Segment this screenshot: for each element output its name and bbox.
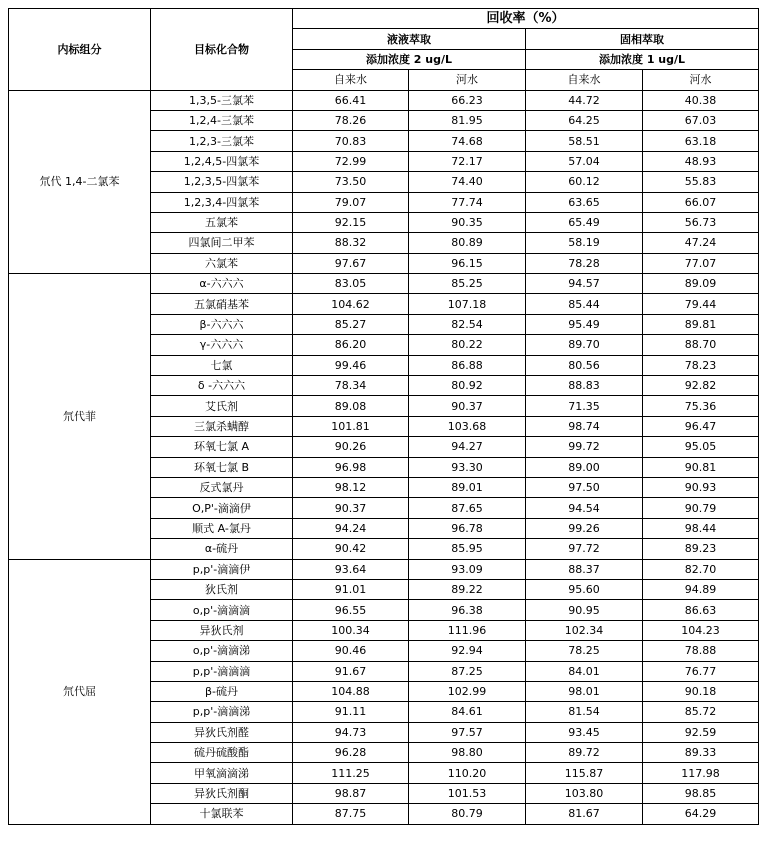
spe-tap-cell: 103.80	[526, 783, 643, 803]
lle-river-cell: 96.38	[409, 600, 526, 620]
spe-tap-cell: 78.25	[526, 641, 643, 661]
spe-river-cell: 66.07	[643, 192, 759, 212]
lle-river-cell: 80.89	[409, 233, 526, 253]
lle-river-cell: 74.40	[409, 172, 526, 192]
lle-river-cell: 77.74	[409, 192, 526, 212]
lle-tap-cell: 79.07	[293, 192, 409, 212]
internal-standard-cell: 氘代菲	[9, 274, 151, 559]
compound-cell: p,p'-滴滴滴	[151, 661, 293, 681]
spe-tap-cell: 71.35	[526, 396, 643, 416]
spe-river-cell: 55.83	[643, 172, 759, 192]
spe-tap-cell: 88.83	[526, 376, 643, 396]
spe-tap-cell: 94.57	[526, 274, 643, 294]
lle-river-cell: 86.88	[409, 355, 526, 375]
lle-river-cell: 97.57	[409, 722, 526, 742]
compound-cell: 十氯联苯	[151, 804, 293, 824]
compound-cell: δ -六六六	[151, 376, 293, 396]
spe-river-cell: 47.24	[643, 233, 759, 253]
header-spe: 固相萃取	[526, 29, 759, 49]
lle-river-cell: 80.22	[409, 335, 526, 355]
spe-tap-cell: 81.54	[526, 702, 643, 722]
lle-tap-cell: 93.64	[293, 559, 409, 579]
lle-river-cell: 102.99	[409, 681, 526, 701]
lle-tap-cell: 83.05	[293, 274, 409, 294]
spe-tap-cell: 99.26	[526, 518, 643, 538]
lle-tap-cell: 89.08	[293, 396, 409, 416]
compound-cell: 反式氯丹	[151, 477, 293, 497]
lle-tap-cell: 88.32	[293, 233, 409, 253]
table-row	[9, 274, 759, 294]
header-lle-tap-water: 自来水	[293, 70, 409, 90]
lle-river-cell: 111.96	[409, 620, 526, 640]
lle-river-cell: 89.22	[409, 579, 526, 599]
spe-tap-cell: 90.95	[526, 600, 643, 620]
spe-tap-cell: 57.04	[526, 151, 643, 171]
lle-tap-cell: 99.46	[293, 355, 409, 375]
spe-tap-cell: 95.60	[526, 579, 643, 599]
compound-cell: 1,2,3-三氯苯	[151, 131, 293, 151]
compound-cell: 1,3,5-三氯苯	[151, 90, 293, 110]
lle-tap-cell: 97.67	[293, 253, 409, 273]
lle-tap-cell: 98.12	[293, 477, 409, 497]
spe-tap-cell: 98.01	[526, 681, 643, 701]
header-internal-standard: 内标组分	[9, 9, 151, 91]
spe-tap-cell: 93.45	[526, 722, 643, 742]
lle-tap-cell: 66.41	[293, 90, 409, 110]
compound-cell: β-硫丹	[151, 681, 293, 701]
spe-tap-cell: 85.44	[526, 294, 643, 314]
lle-tap-cell: 92.15	[293, 212, 409, 232]
lle-river-cell: 74.68	[409, 131, 526, 151]
lle-river-cell: 94.27	[409, 437, 526, 457]
lle-river-cell: 85.95	[409, 539, 526, 559]
compound-cell: 1,2,3,4-四氯苯	[151, 192, 293, 212]
spe-river-cell: 89.09	[643, 274, 759, 294]
spe-tap-cell: 97.72	[526, 539, 643, 559]
spe-river-cell: 78.23	[643, 355, 759, 375]
lle-river-cell: 96.15	[409, 253, 526, 273]
compound-cell: 艾氏剂	[151, 396, 293, 416]
spe-river-cell: 95.05	[643, 437, 759, 457]
header-lle-river-water: 河水	[409, 70, 526, 90]
lle-tap-cell: 96.98	[293, 457, 409, 477]
lle-tap-cell: 101.81	[293, 416, 409, 436]
lle-tap-cell: 94.24	[293, 518, 409, 538]
compound-cell: 四氯间二甲苯	[151, 233, 293, 253]
lle-river-cell: 87.65	[409, 498, 526, 518]
spe-tap-cell: 63.65	[526, 192, 643, 212]
lle-tap-cell: 96.55	[293, 600, 409, 620]
spe-river-cell: 117.98	[643, 763, 759, 783]
spe-river-cell: 63.18	[643, 131, 759, 151]
compound-cell: O,P'-滴滴伊	[151, 498, 293, 518]
spe-tap-cell: 81.67	[526, 804, 643, 824]
spe-river-cell: 76.77	[643, 661, 759, 681]
lle-river-cell: 110.20	[409, 763, 526, 783]
compound-cell: 1,2,4,5-四氯苯	[151, 151, 293, 171]
lle-tap-cell: 78.34	[293, 376, 409, 396]
spe-tap-cell: 65.49	[526, 212, 643, 232]
compound-cell: γ-六六六	[151, 335, 293, 355]
lle-river-cell: 101.53	[409, 783, 526, 803]
spe-river-cell: 90.18	[643, 681, 759, 701]
lle-tap-cell: 70.83	[293, 131, 409, 151]
lle-tap-cell: 98.87	[293, 783, 409, 803]
lle-river-cell: 89.01	[409, 477, 526, 497]
lle-river-cell: 85.25	[409, 274, 526, 294]
table-row	[9, 90, 759, 110]
compound-cell: 五氯硝基苯	[151, 294, 293, 314]
spe-river-cell: 92.59	[643, 722, 759, 742]
lle-tap-cell: 100.34	[293, 620, 409, 640]
spe-river-cell: 56.73	[643, 212, 759, 232]
spe-river-cell: 90.79	[643, 498, 759, 518]
lle-tap-cell: 94.73	[293, 722, 409, 742]
spe-river-cell: 67.03	[643, 110, 759, 130]
spe-river-cell: 48.93	[643, 151, 759, 171]
lle-tap-cell: 90.26	[293, 437, 409, 457]
spe-tap-cell: 97.50	[526, 477, 643, 497]
header-recovery: 回收率（%）	[293, 9, 759, 29]
table-body	[9, 90, 759, 824]
lle-river-cell: 103.68	[409, 416, 526, 436]
header-lle-concentration: 添加浓度 2 ug/L	[293, 49, 526, 69]
compound-cell: 三氯杀螨醇	[151, 416, 293, 436]
spe-tap-cell: 58.51	[526, 131, 643, 151]
spe-tap-cell: 78.28	[526, 253, 643, 273]
lle-river-cell: 98.80	[409, 743, 526, 763]
compound-cell: 甲氧滴滴涕	[151, 763, 293, 783]
lle-river-cell: 82.54	[409, 314, 526, 334]
spe-river-cell: 94.89	[643, 579, 759, 599]
lle-tap-cell: 111.25	[293, 763, 409, 783]
spe-tap-cell: 95.49	[526, 314, 643, 334]
compound-cell: 硫丹硫酸酯	[151, 743, 293, 763]
spe-river-cell: 98.85	[643, 783, 759, 803]
recovery-table	[8, 8, 759, 825]
table-row	[9, 559, 759, 579]
compound-cell: 顺式 A-氯丹	[151, 518, 293, 538]
header-spe-river-water: 河水	[643, 70, 759, 90]
spe-river-cell: 85.72	[643, 702, 759, 722]
lle-tap-cell: 91.01	[293, 579, 409, 599]
internal-standard-cell: 氘代 1,4-二氯苯	[9, 90, 151, 274]
lle-river-cell: 92.94	[409, 641, 526, 661]
header-lle: 液液萃取	[293, 29, 526, 49]
compound-cell: p,p'-滴滴伊	[151, 559, 293, 579]
lle-river-cell: 93.09	[409, 559, 526, 579]
spe-tap-cell: 94.54	[526, 498, 643, 518]
spe-river-cell: 77.07	[643, 253, 759, 273]
lle-river-cell: 80.79	[409, 804, 526, 824]
compound-cell: 狄氏剂	[151, 579, 293, 599]
header-target-compound: 目标化合物	[151, 9, 293, 91]
spe-tap-cell: 84.01	[526, 661, 643, 681]
spe-river-cell: 40.38	[643, 90, 759, 110]
lle-river-cell: 90.35	[409, 212, 526, 232]
spe-river-cell: 78.88	[643, 641, 759, 661]
spe-tap-cell: 58.19	[526, 233, 643, 253]
compound-cell: 六氯苯	[151, 253, 293, 273]
spe-river-cell: 79.44	[643, 294, 759, 314]
internal-standard-cell: 氘代屈	[9, 559, 151, 824]
lle-tap-cell: 104.62	[293, 294, 409, 314]
spe-river-cell: 89.81	[643, 314, 759, 334]
spe-river-cell: 86.63	[643, 600, 759, 620]
compound-cell: 环氧七氯 B	[151, 457, 293, 477]
spe-river-cell: 98.44	[643, 518, 759, 538]
lle-river-cell: 96.78	[409, 518, 526, 538]
header-spe-concentration: 添加浓度 1 ug/L	[526, 49, 759, 69]
spe-river-cell: 88.70	[643, 335, 759, 355]
compound-cell: 七氯	[151, 355, 293, 375]
spe-tap-cell: 115.87	[526, 763, 643, 783]
lle-tap-cell: 73.50	[293, 172, 409, 192]
compound-cell: 异狄氏剂醛	[151, 722, 293, 742]
compound-cell: 异狄氏剂酮	[151, 783, 293, 803]
lle-river-cell: 81.95	[409, 110, 526, 130]
compound-cell: o,p'-滴滴涕	[151, 641, 293, 661]
spe-tap-cell: 89.00	[526, 457, 643, 477]
compound-cell: 1,2,3,5-四氯苯	[151, 172, 293, 192]
spe-river-cell: 64.29	[643, 804, 759, 824]
lle-river-cell: 107.18	[409, 294, 526, 314]
spe-river-cell: 90.81	[643, 457, 759, 477]
compound-cell: α-六六六	[151, 274, 293, 294]
spe-tap-cell: 98.74	[526, 416, 643, 436]
spe-tap-cell: 60.12	[526, 172, 643, 192]
lle-tap-cell: 72.99	[293, 151, 409, 171]
lle-tap-cell: 91.67	[293, 661, 409, 681]
compound-cell: β-六六六	[151, 314, 293, 334]
header-spe-tap-water: 自来水	[526, 70, 643, 90]
lle-tap-cell: 87.75	[293, 804, 409, 824]
lle-tap-cell: 90.42	[293, 539, 409, 559]
lle-tap-cell: 90.37	[293, 498, 409, 518]
compound-cell: o,p'-滴滴滴	[151, 600, 293, 620]
compound-cell: 五氯苯	[151, 212, 293, 232]
spe-tap-cell: 64.25	[526, 110, 643, 130]
spe-tap-cell: 89.72	[526, 743, 643, 763]
spe-river-cell: 104.23	[643, 620, 759, 640]
lle-tap-cell: 86.20	[293, 335, 409, 355]
compound-cell: α-硫丹	[151, 539, 293, 559]
spe-tap-cell: 88.37	[526, 559, 643, 579]
lle-tap-cell: 91.11	[293, 702, 409, 722]
lle-tap-cell: 104.88	[293, 681, 409, 701]
lle-tap-cell: 78.26	[293, 110, 409, 130]
spe-tap-cell: 80.56	[526, 355, 643, 375]
lle-river-cell: 84.61	[409, 702, 526, 722]
lle-river-cell: 72.17	[409, 151, 526, 171]
lle-tap-cell: 96.28	[293, 743, 409, 763]
compound-cell: 环氧七氯 A	[151, 437, 293, 457]
spe-river-cell: 90.93	[643, 477, 759, 497]
compound-cell: 异狄氏剂	[151, 620, 293, 640]
spe-river-cell: 82.70	[643, 559, 759, 579]
lle-tap-cell: 85.27	[293, 314, 409, 334]
compound-cell: 1,2,4-三氯苯	[151, 110, 293, 130]
spe-river-cell: 89.33	[643, 743, 759, 763]
spe-river-cell: 75.36	[643, 396, 759, 416]
table-header	[9, 9, 759, 91]
compound-cell: p,p'-滴滴涕	[151, 702, 293, 722]
lle-river-cell: 90.37	[409, 396, 526, 416]
lle-river-cell: 93.30	[409, 457, 526, 477]
lle-river-cell: 87.25	[409, 661, 526, 681]
spe-tap-cell: 44.72	[526, 90, 643, 110]
spe-tap-cell: 99.72	[526, 437, 643, 457]
spe-river-cell: 96.47	[643, 416, 759, 436]
lle-river-cell: 80.92	[409, 376, 526, 396]
lle-river-cell: 66.23	[409, 90, 526, 110]
spe-tap-cell: 102.34	[526, 620, 643, 640]
spe-tap-cell: 89.70	[526, 335, 643, 355]
lle-tap-cell: 90.46	[293, 641, 409, 661]
spe-river-cell: 89.23	[643, 539, 759, 559]
spe-river-cell: 92.82	[643, 376, 759, 396]
